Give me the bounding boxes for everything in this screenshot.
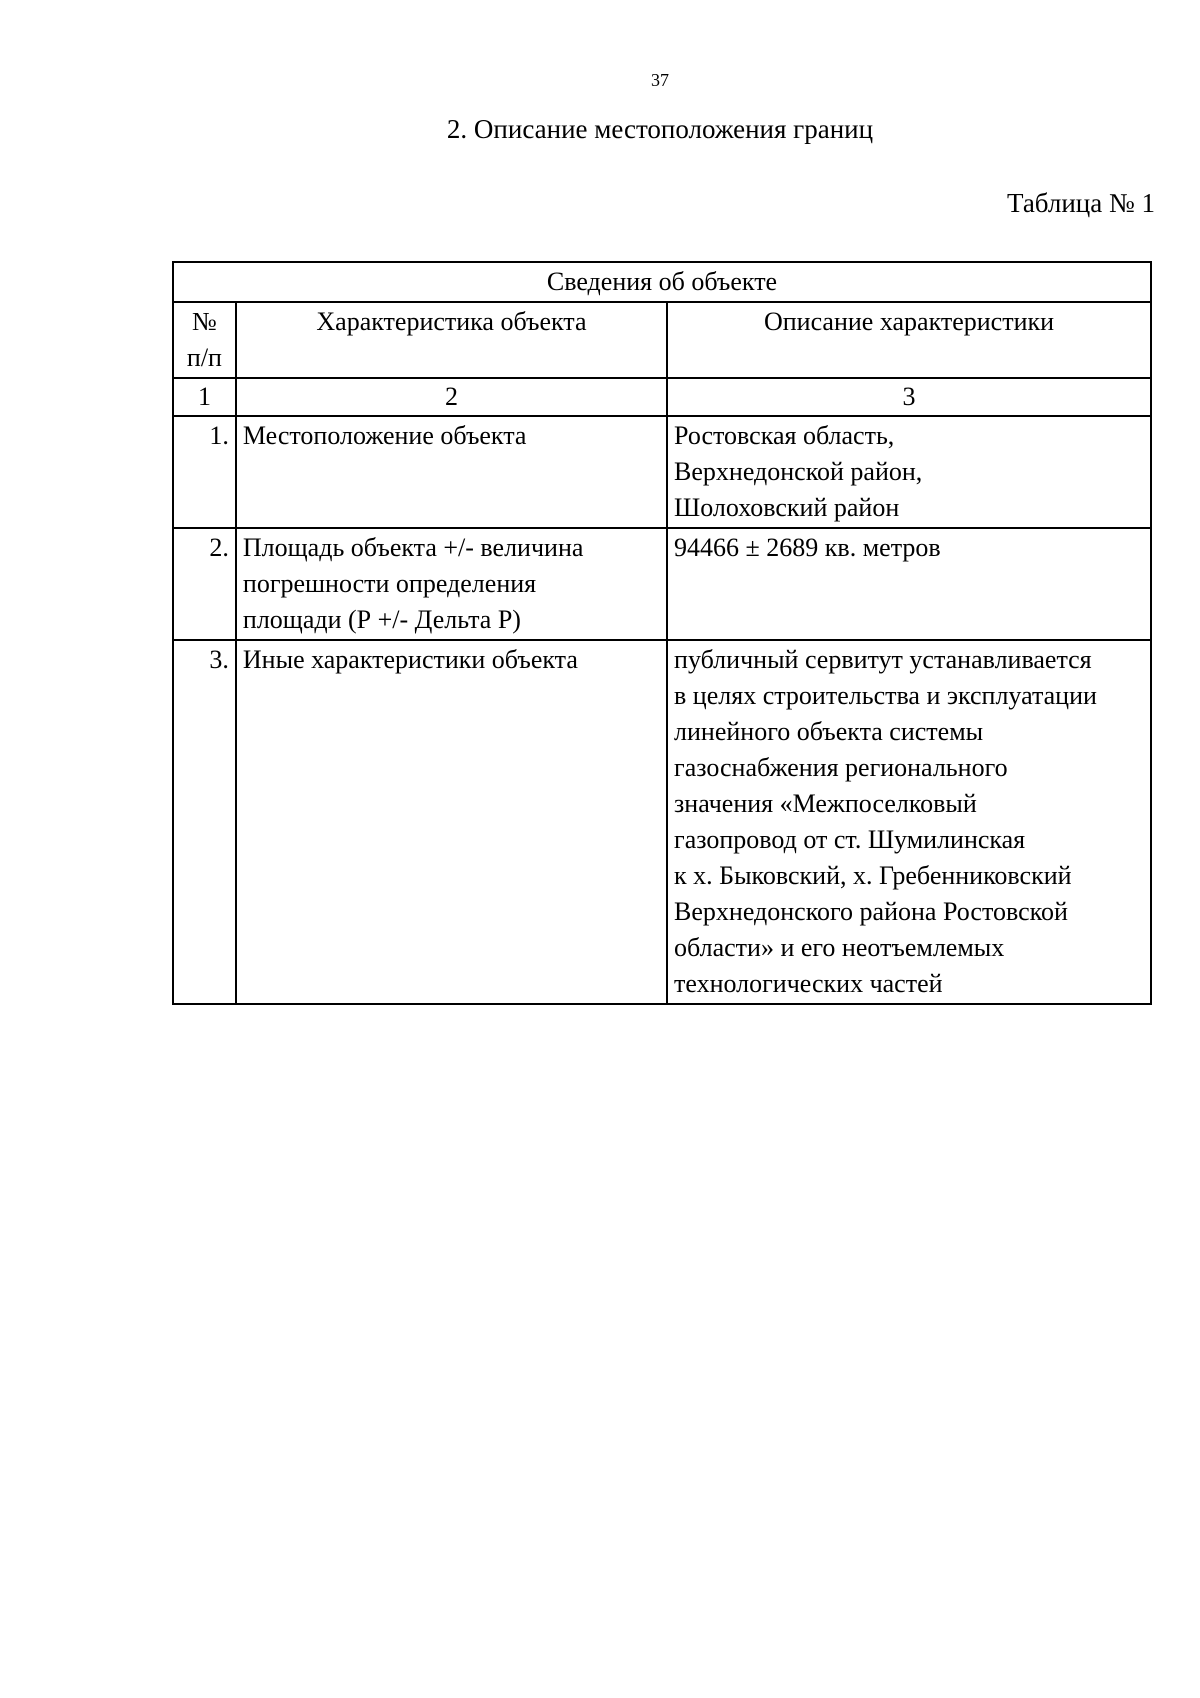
row-number: 2. [173,528,236,640]
row-description [667,640,1151,1004]
row-description-line: 94466 ± 2689 кв. метров [674,533,941,562]
header-num-sign: № [192,307,217,336]
row-description-line: газопровод от ст. Шумилинская [674,825,1026,854]
table-caption: Таблица № 1 [1007,188,1155,218]
row-characteristic [236,528,667,640]
row-description-line: технологических частей [674,969,943,998]
row-description-line: в целях строительства и эксплуатации [674,681,1097,710]
column-number-3: 3 [667,378,1151,416]
section-title: 2. Описание местоположения границ [446,114,874,144]
row-description-line: области» и его неотъемлемых [674,933,1005,962]
row-description-line: Ростовская область, [674,421,895,450]
row-characteristic-line: площади (Р +/- Дельта Р) [242,605,521,634]
row-characteristic-line: погрешности определения [242,569,537,598]
table-row [173,640,1151,1004]
row-description-line: Верхнедонской район, [674,457,923,486]
row-number: 1. [173,416,236,528]
header-description: Описание характеристики [667,302,1151,378]
row-characteristic [236,416,667,528]
column-number-1: 1 [173,378,236,416]
row-description [667,528,1151,640]
row-description-line: линейного объекта системы [674,717,984,746]
row-characteristic-line: Иные характеристики объекта [242,645,578,674]
header-num [173,302,236,378]
row-number: 3. [173,640,236,1004]
row-characteristic-line: Площадь объекта +/- величина [242,533,584,562]
object-info-table [172,261,1152,1005]
row-description-line: Шолоховский район [674,493,900,522]
row-description-line: значения «Межпоселковый [674,789,977,818]
row-description-line: Верхнедонского района Ростовской [674,897,1068,926]
table-row [173,528,1151,640]
row-characteristic-line: Местоположение объекта [242,421,527,450]
column-number-2: 2 [236,378,667,416]
row-description [667,416,1151,528]
row-description-line: публичный сервитут устанавливается [674,645,1092,674]
row-description-line: к х. Быковский, х. Гребенниковский [674,861,1072,890]
header-characteristic: Характеристика объекта [236,302,667,378]
header-num-pp: п/п [186,343,222,372]
row-characteristic [236,640,667,1004]
table-row [173,416,1151,528]
table-title: Сведения об объекте [173,262,1151,302]
page-number: 37 [651,70,669,90]
row-description-line: газоснабжения регионального [674,753,1008,782]
